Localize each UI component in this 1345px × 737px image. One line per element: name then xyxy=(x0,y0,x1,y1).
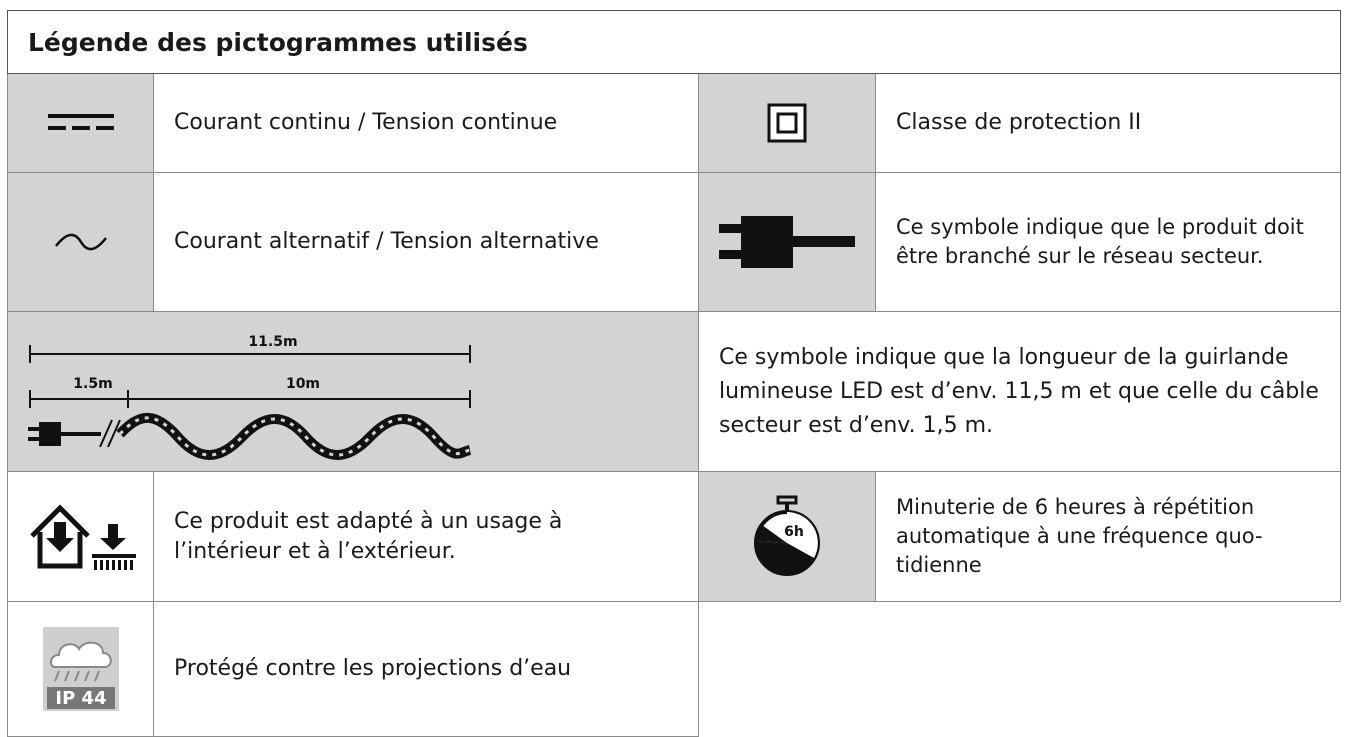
ac-icon-cell xyxy=(7,173,154,312)
timer-6h-icon xyxy=(752,495,822,579)
pictogram-legend xyxy=(7,10,1343,737)
legend-title: Légende des pictogrammes utilisés xyxy=(28,28,528,57)
length-led-label: 10m xyxy=(285,376,321,392)
indoor-outdoor-label-cell xyxy=(154,472,699,602)
ip44-icon-cell xyxy=(7,602,154,737)
dc-label: Courant continu / Tension continue xyxy=(174,110,558,135)
class2-label-cell xyxy=(876,74,1341,173)
ac-label-cell xyxy=(154,173,699,312)
dc-label-cell xyxy=(154,74,699,173)
timer-6h-text: 6h xyxy=(784,523,804,540)
mains-plug-icon xyxy=(717,212,857,272)
ip44-label-cell xyxy=(154,602,699,737)
mains-label: Ce symbole indique que le produit doit être branché sur le réseau secteur. xyxy=(896,215,1304,268)
mains-label-cell xyxy=(876,173,1341,312)
indoor-outdoor-label: Ce produit est adapté à un usage à l’intérieur et à l’extérieur. xyxy=(174,508,563,564)
length-label-cell xyxy=(699,312,1341,472)
length-diagram xyxy=(8,312,700,472)
dc-icon-cell xyxy=(7,74,154,173)
timer-label: Minuterie de 6 heures à répétition automatique à une fréquence quo-tidienne xyxy=(896,495,1263,577)
length-total-label: 11.5m xyxy=(248,334,298,350)
dc-current-icon xyxy=(46,111,116,135)
ip44-splash-icon xyxy=(43,627,119,711)
timer-icon-cell xyxy=(699,472,876,602)
protection-class-2-icon xyxy=(767,103,807,143)
length-cable-label: 1.5m xyxy=(73,376,113,392)
length-diagram-cell xyxy=(7,312,699,472)
ac-current-icon xyxy=(53,230,109,254)
length-label: Ce symbole indique que la longueur de la guirlande lumineuse LED est d’env. 11,5 m et que celle du câble secteur est d’env. 1,5 m. xyxy=(719,344,1319,438)
indoor-outdoor-icon xyxy=(26,502,136,572)
indoor-outdoor-icon-cell xyxy=(7,472,154,602)
ip44-label: Protégé contre les projections d’eau xyxy=(174,656,572,681)
ac-label: Courant alternatif / Tension alternative xyxy=(174,229,599,254)
plug-icon-cell xyxy=(699,173,876,312)
class2-label: Classe de protection II xyxy=(896,110,1142,135)
led-string-icon xyxy=(120,418,470,455)
legend-title-row xyxy=(7,10,1341,74)
class2-icon-cell xyxy=(699,74,876,173)
timer-label-cell xyxy=(876,472,1341,602)
ip44-text: IP 44 xyxy=(54,688,107,709)
small-plug-icon xyxy=(28,422,101,446)
